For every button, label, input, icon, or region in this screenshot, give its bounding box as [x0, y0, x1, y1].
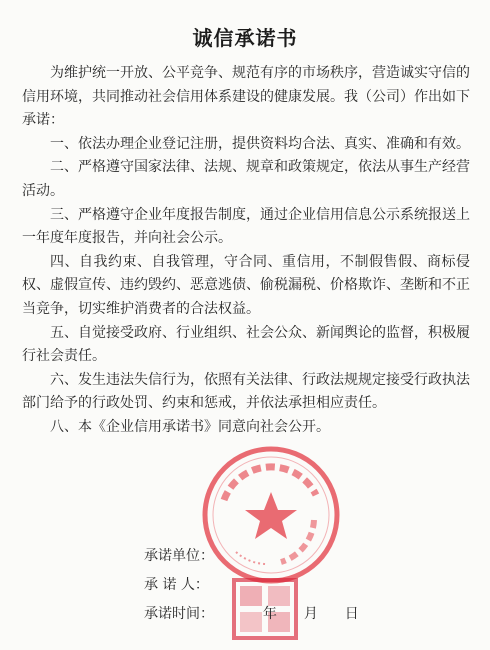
signature-time-row	[144, 603, 359, 623]
paragraph-1: 一、依法办理企业登记注册，提供资料均合法、真实、准确和有效。	[50, 135, 470, 152]
paragraph-6: 六、发生违法失信行为，依照有关法律、行政法规规定接受行政执法部门给予的行政处罚、约束和惩戒，并依法承担相应责任。	[22, 371, 470, 412]
paragraph-2: 二、严格遵守国家法律、法规、规章和政策规定，依法从事生产经营活动。	[22, 159, 470, 199]
signature-year: 年	[262, 606, 277, 622]
signature-person-row	[144, 574, 209, 594]
signature-time-label: 承诺时间：	[144, 606, 214, 622]
document-title: 诚信承诺书	[192, 26, 298, 50]
paragraph-8: 八、本《企业信用承诺书》同意向社会公开。	[50, 418, 330, 435]
signature-person-label: 承 诺 人：	[144, 577, 209, 593]
signature-day: 日	[344, 606, 359, 622]
paragraph-4: 四、自我约束、自我管理，守合同、重信用，不制假售假、商标侵权、虚假宣传、违约毁约、恶意逃债、偷税漏税、价格欺诈、垄断和不正当竞争，切实维护消费者的合法权益。	[22, 253, 470, 317]
paragraph-3: 三、严格遵守企业年度报告制度，通过企业信用信息公示系统报送上一年度年度报告，并向社会公示。	[22, 206, 470, 247]
signature-unit-row	[144, 545, 214, 565]
document-body	[22, 62, 470, 440]
company-seal-icon	[196, 440, 346, 590]
signature-unit-label: 承诺单位：	[144, 548, 214, 564]
paragraph-5: 五、自觉接受政府、行业组织、社会公众、新闻舆论的监督，积极履行社会责任。	[22, 324, 470, 365]
signature-month: 月	[303, 606, 318, 622]
paragraph-intro: 为维护统一开放、公平竞争、规范有序的市场秩序，营造诚实守信的信用环境，共同推动社会信用体系建设的健康发展。我（公司）作出如下承诺：	[22, 65, 470, 129]
